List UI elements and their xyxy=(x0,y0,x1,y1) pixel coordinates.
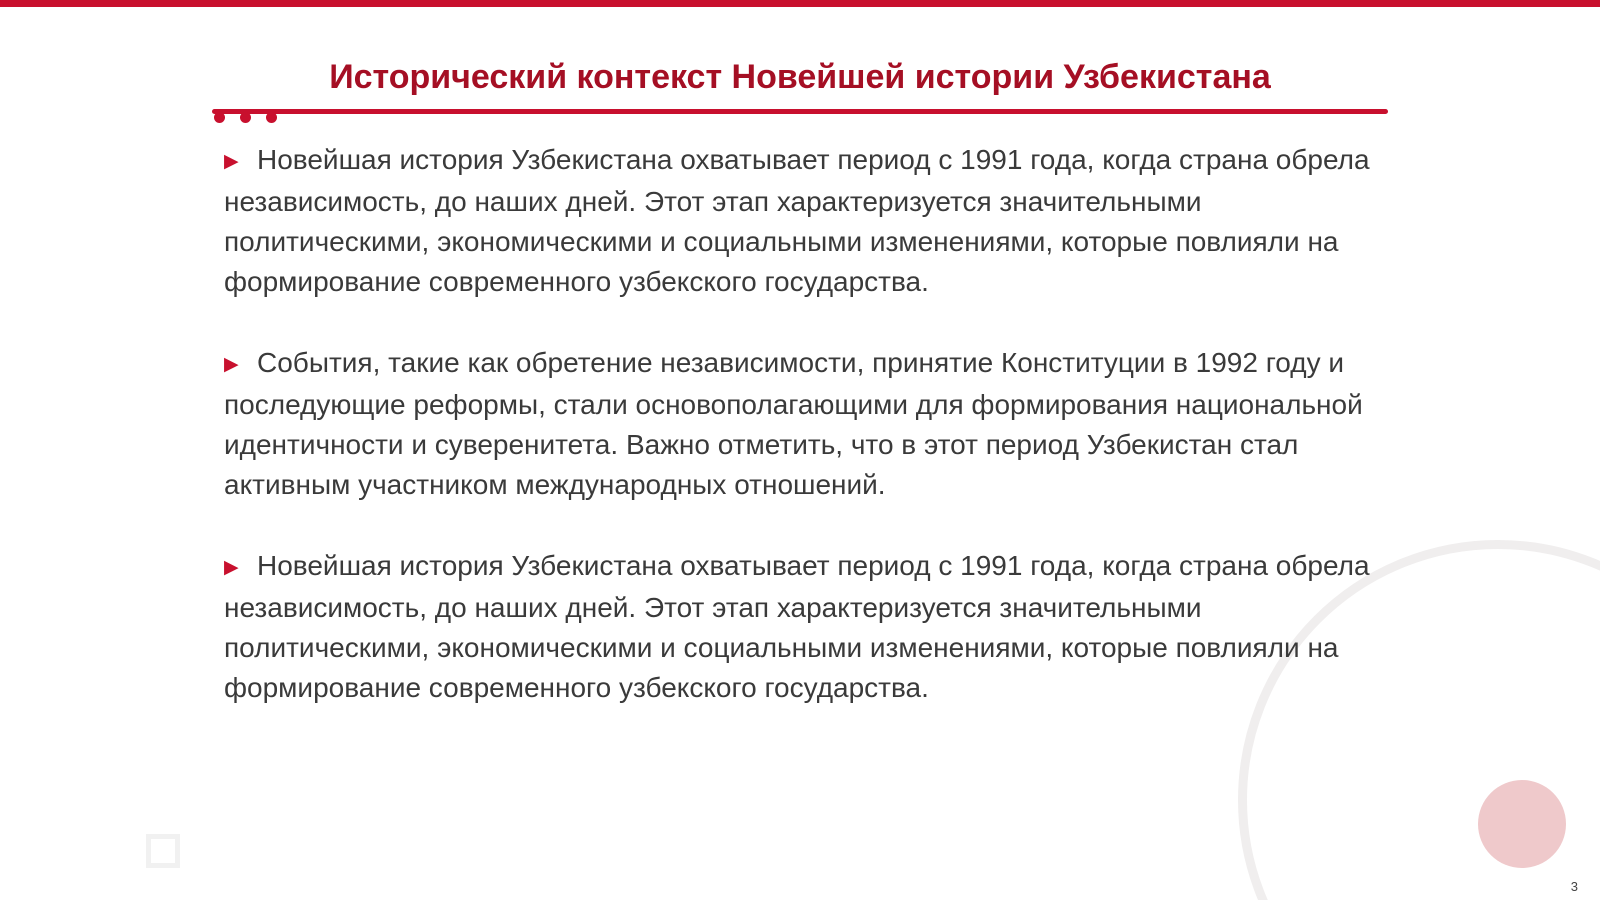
triangle-bullet-icon: ▶ xyxy=(224,354,239,375)
triangle-bullet-icon: ▶ xyxy=(224,557,239,578)
title-underline xyxy=(212,109,1388,114)
page-number: 3 xyxy=(1570,879,1578,894)
triangle-bullet-icon: ▶ xyxy=(224,151,239,172)
decor-dot-1 xyxy=(214,112,225,123)
bullet-paragraph-2 xyxy=(224,343,1374,505)
bullet-text-1: Новейшая история Узбекистана охватывает период с 1991 года, когда страна обрела независимость, до наших дней. Этот этап характеризуется значительными политическими, экономическими и социальными изменениями, которые повлияли на формирование современного узбекского государства. xyxy=(224,144,1370,297)
decor-dot-2 xyxy=(240,112,251,123)
slide-title: Исторический контекст Новейшей истории Узбекистана xyxy=(329,58,1271,96)
bullet-paragraph-3 xyxy=(224,546,1374,708)
bullet-text-2: События, такие как обретение независимости, принятие Конституции в 1992 году и последующие реформы, стали основополагающими для формирования национальной идентичности и суверенитета. Важно отметить, что в этот период Узбекистан стал активным участником международных отношений. xyxy=(224,347,1363,500)
top-accent-bar xyxy=(0,0,1600,7)
bullet-text-3: Новейшая история Узбекистана охватывает период с 1991 года, когда страна обрела независимость, до наших дней. Этот этап характеризуется значительными политическими, экономическими и социальными изменениями, которые повлияли на формирование современного узбекского государства. xyxy=(224,550,1370,703)
decor-circle-filled xyxy=(1478,780,1566,868)
decor-square xyxy=(146,834,180,868)
bullet-paragraph-1 xyxy=(224,140,1374,302)
bullet-list xyxy=(224,140,1374,749)
decor-dot-3 xyxy=(266,112,277,123)
